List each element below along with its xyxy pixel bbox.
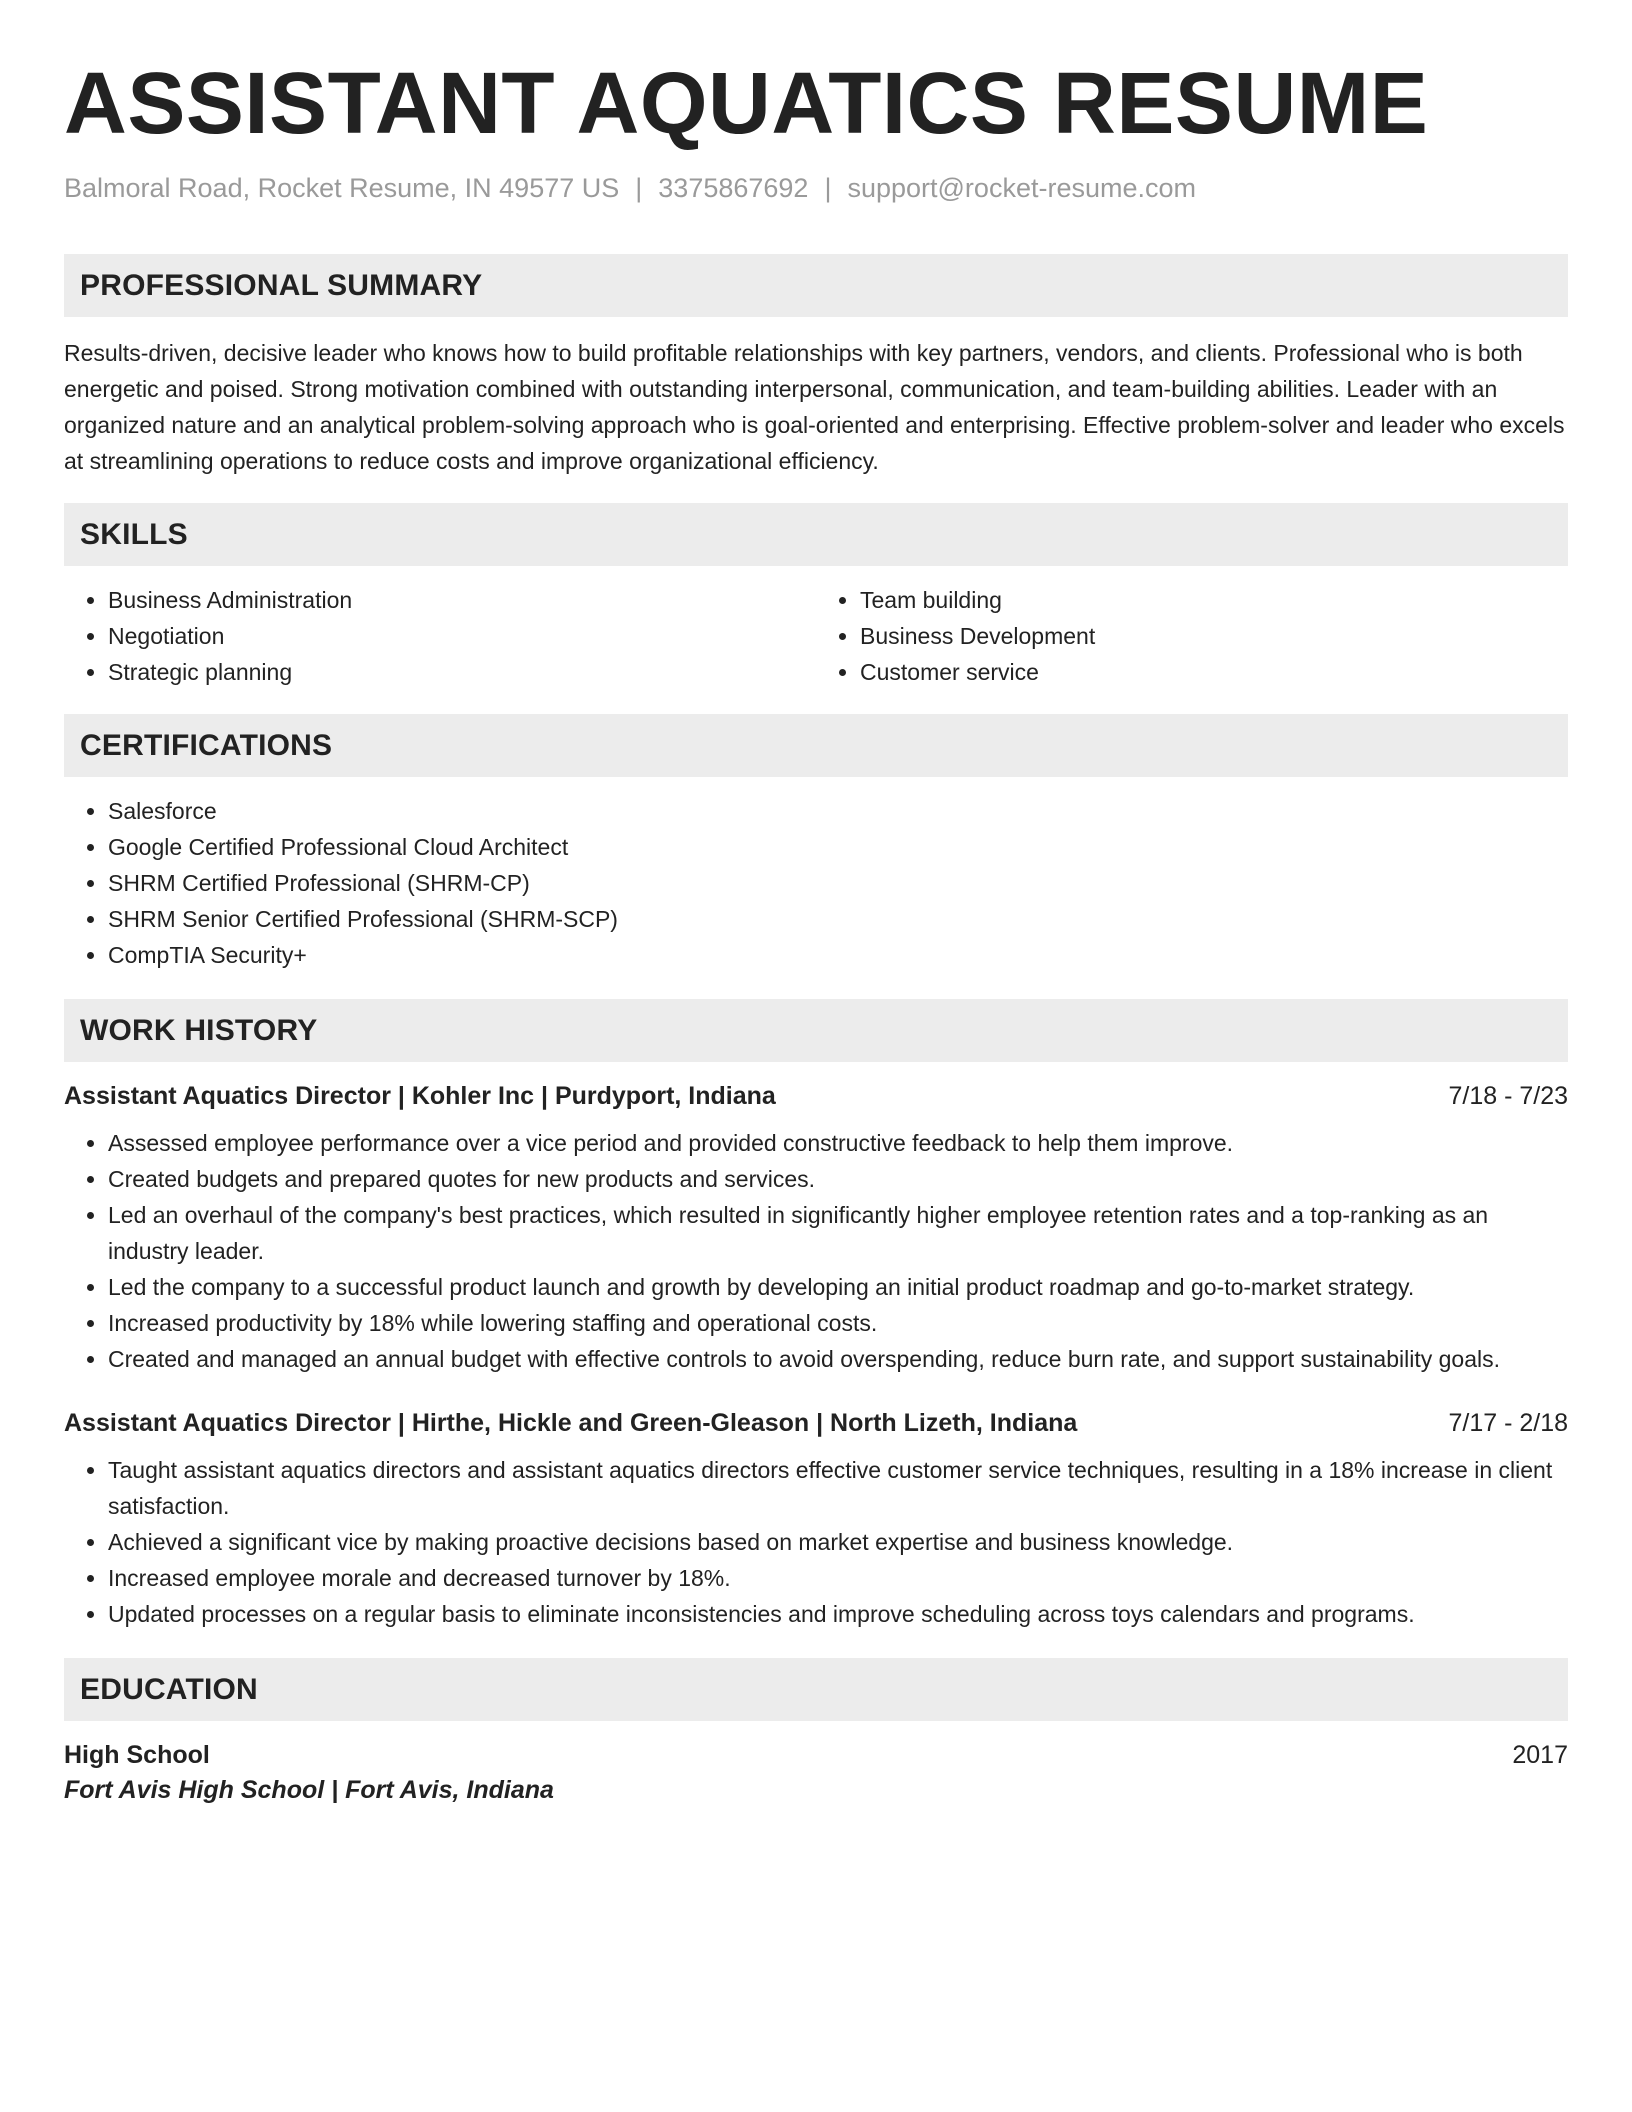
education-school: Fort Avis High School | Fort Avis, Indiana xyxy=(64,1776,554,1805)
job-bullets xyxy=(64,1125,1568,1377)
job-bullet: • Created and managed an annual budget with effective controls to avoid overspending, reduce burn rate, and support sustainability goals. xyxy=(108,1341,1568,1377)
certification-item: • SHRM Senior Certified Professional (SHRM-SCP) xyxy=(108,901,1568,937)
section-header-work-history: WORK HISTORY xyxy=(64,999,1568,1062)
job-bullet: • Updated processes on a regular basis to eliminate inconsistencies and improve scheduling across toys calendars and programs. xyxy=(108,1596,1568,1632)
job-bullet: • Achieved a significant vice by making proactive decisions based on market expertise and business knowledge. xyxy=(108,1524,1568,1560)
certification-item: • SHRM Certified Professional (SHRM-CP) xyxy=(108,865,1568,901)
job-bullet: • Led an overhaul of the company's best practices, which resulted in significantly higher employee retention rates and a top-ranking as an industry leader. xyxy=(108,1197,1568,1269)
contact-separator: | xyxy=(635,172,643,203)
job-bullet: • Taught assistant aquatics directors and assistant aquatics directors effective customer service techniques, resulting in a 18% increase in client satisfaction. xyxy=(108,1452,1568,1524)
contact-line xyxy=(64,172,1568,204)
skills-list-right xyxy=(816,582,1568,690)
skill-item: • Team building xyxy=(860,582,1568,618)
section-header-summary: PROFESSIONAL SUMMARY xyxy=(64,254,1568,317)
job-heading xyxy=(64,1082,1568,1111)
job-heading xyxy=(64,1409,1568,1438)
section-header-certifications: CERTIFICATIONS xyxy=(64,714,1568,777)
resume-title: ASSISTANT AQUATICS RESUME xyxy=(64,55,1429,152)
education-year: 2017 xyxy=(1512,1741,1568,1770)
summary-text: Results-driven, decisive leader who knows how to build profitable relationships with key partners, vendors, and clients. Professional who is both energetic and poised. Strong motivation combined with outstanding interpersonal, communication, and team-building abilities. Leader with an organized nature and an analytical problem-solving approach who is goal-oriented and enterprising. Effective problem-solver and leader who excels at streamlining operations to reduce costs and improve organizational efficiency. xyxy=(64,340,1565,475)
education-degree: High School xyxy=(64,1741,210,1770)
job-bullet: • Increased productivity by 18% while lowering staffing and operational costs. xyxy=(108,1305,1568,1341)
job-dates: 7/17 - 2/18 xyxy=(1448,1409,1568,1438)
skill-item: • Strategic planning xyxy=(108,654,816,690)
job-dates: 7/18 - 7/23 xyxy=(1448,1082,1568,1111)
certification-item: • Google Certified Professional Cloud Architect xyxy=(108,829,1568,865)
contact-phone: 3375867692 xyxy=(658,172,809,203)
certifications-list xyxy=(64,793,1568,973)
contact-separator: | xyxy=(824,172,832,203)
skill-item: • Negotiation xyxy=(108,618,816,654)
section-header-education: EDUCATION xyxy=(64,1658,1568,1721)
certification-item: • Salesforce xyxy=(108,793,1568,829)
job-title: Assistant Aquatics Director | Hirthe, Hickle and Green-Gleason | North Lizeth, Indiana xyxy=(64,1409,1078,1438)
job-bullet: • Created budgets and prepared quotes for new products and services. xyxy=(108,1161,1568,1197)
skills-columns xyxy=(64,582,1568,690)
job-bullet: • Assessed employee performance over a vice period and provided constructive feedback to help them improve. xyxy=(108,1125,1568,1161)
contact-address: Balmoral Road, Rocket Resume, IN 49577 US xyxy=(64,172,620,203)
job-bullets xyxy=(64,1452,1568,1632)
certification-item: • CompTIA Security+ xyxy=(108,937,1568,973)
job-bullet: • Increased employee morale and decreased turnover by 18%. xyxy=(108,1560,1568,1596)
section-header-skills: SKILLS xyxy=(64,503,1568,566)
job-title: Assistant Aquatics Director | Kohler Inc | Purdyport, Indiana xyxy=(64,1082,776,1111)
job-bullet: • Led the company to a successful product launch and growth by developing an initial product roadmap and go-to-market strategy. xyxy=(108,1269,1568,1305)
skills-list-left xyxy=(64,582,816,690)
education-heading xyxy=(64,1741,1568,1770)
skill-item: • Business Development xyxy=(860,618,1568,654)
skill-item: • Business Administration xyxy=(108,582,816,618)
contact-email: support@rocket-resume.com xyxy=(847,172,1196,203)
skill-item: • Customer service xyxy=(860,654,1568,690)
